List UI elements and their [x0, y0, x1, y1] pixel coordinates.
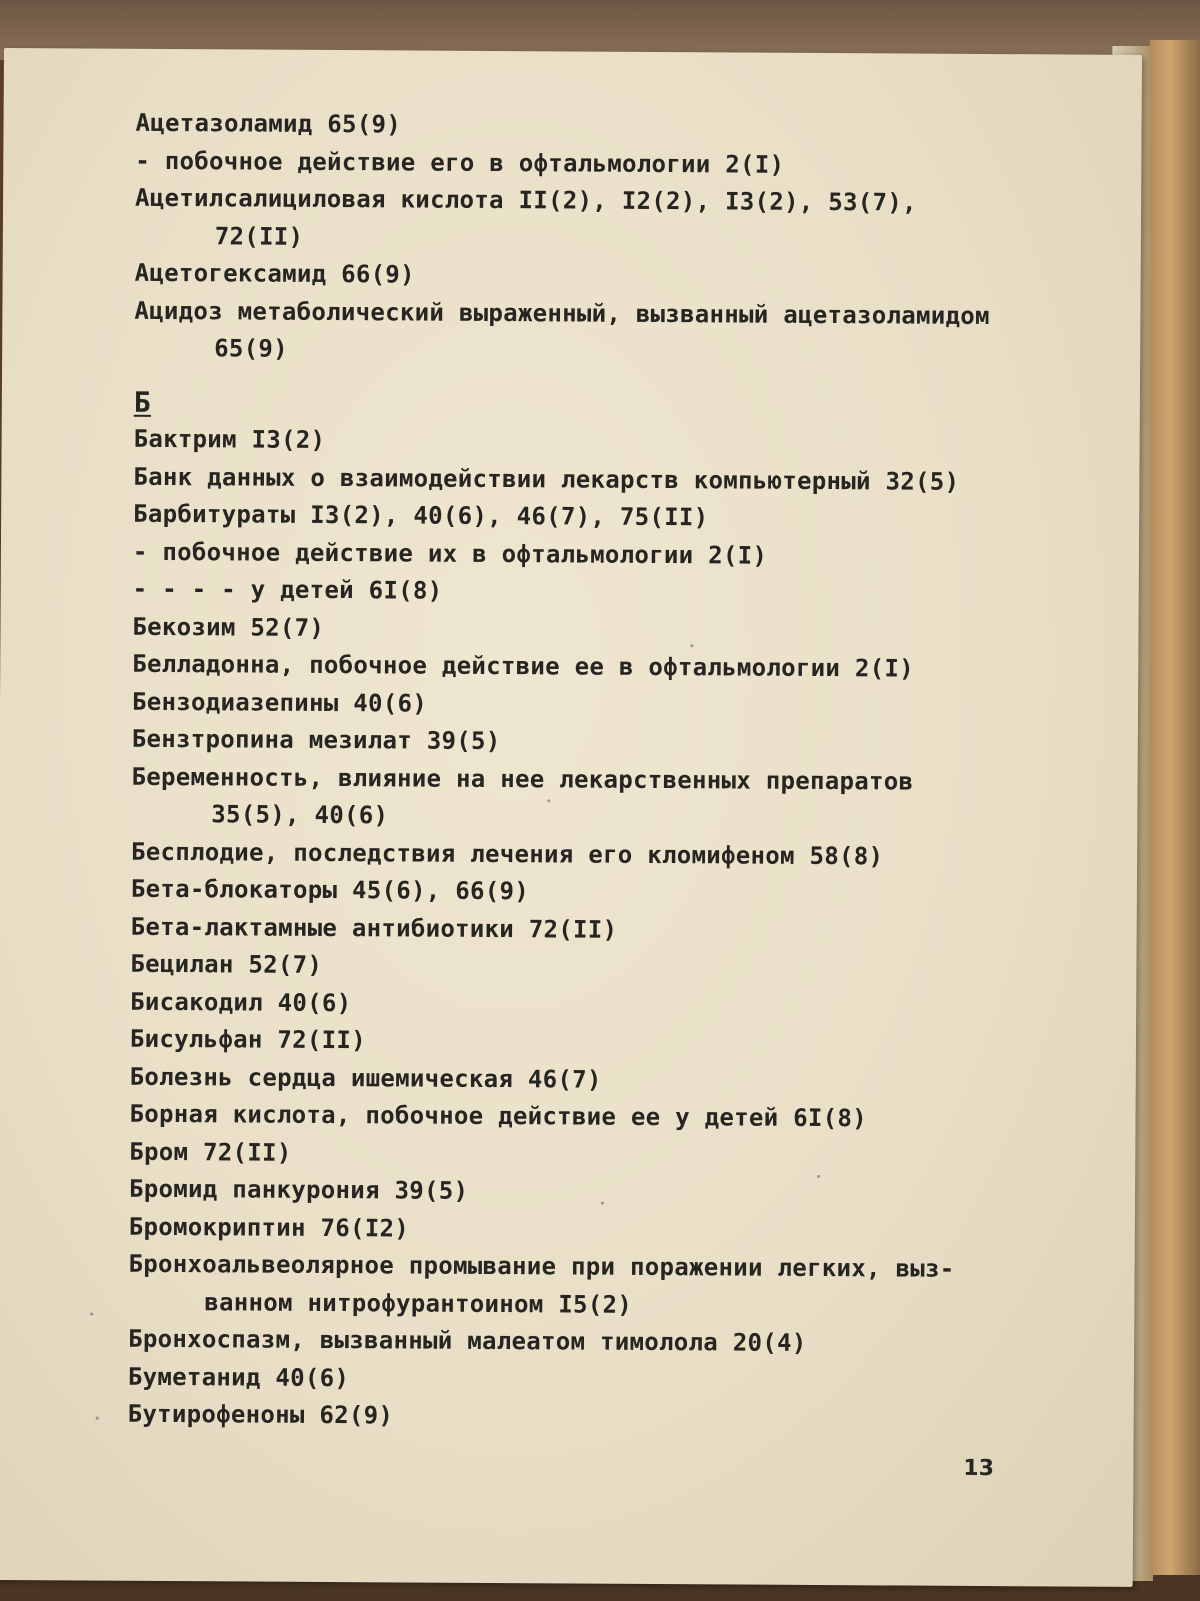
- index-entry-line: Болезнь сердца ишемическая 46(7): [129, 1062, 602, 1094]
- paper-speck: [90, 1313, 93, 1316]
- index-entry: [128, 1246, 1048, 1327]
- index-subentry: [133, 533, 1053, 576]
- paper-speck: [601, 1202, 604, 1205]
- index-entry-line: Бензтропина мезилат 39(5): [131, 724, 501, 756]
- index-entry-continuation: ванном нитрофурантоином I5(2): [204, 1287, 633, 1319]
- index-entry-line: Бутирофеноны 62(9): [127, 1399, 394, 1430]
- index-entry: [129, 1208, 1049, 1251]
- index-entry: [135, 255, 1055, 298]
- index-entry-line: Бета-блокаторы 45(6), 66(9): [130, 874, 530, 906]
- paper-speck: [96, 1417, 99, 1420]
- index-entry-line: Ацетилсалициловая кислота II(2), I2(2), I3(2), 53(7),: [135, 183, 917, 217]
- index-entry-line: Барбитураты I3(2), 40(6), 46(7), 75(II): [133, 499, 709, 532]
- index-entry-line: Беременность, влияние на нее лекарственных препаратов: [131, 762, 914, 796]
- book-page: [0, 48, 1142, 1587]
- index-entry-line: Бисакодил 40(6): [130, 987, 352, 1017]
- index-entry: [128, 1321, 1048, 1364]
- index-entry-line: Буметанид 40(6): [127, 1362, 350, 1392]
- index-entry-line: Бецилан 52(7): [130, 949, 323, 979]
- index-entry: [133, 458, 1053, 501]
- index-subentry: [133, 571, 1053, 614]
- index-entry: [130, 946, 1050, 989]
- index-entry: [131, 871, 1051, 914]
- index-entry-line: Бронхоспазм, вызванный малеатом тимолола 20(4): [128, 1324, 807, 1357]
- index-entry: [133, 496, 1053, 539]
- index-entry: [129, 1171, 1049, 1214]
- index-entry: [132, 683, 1052, 726]
- index-entry: [135, 105, 1055, 148]
- index-entry-line: Ацетогексамид 66(9): [134, 258, 415, 289]
- index-entry: [131, 758, 1051, 839]
- index-entry-line: Бактрим I3(2): [133, 424, 326, 454]
- index-entry-line: Бензодиазепины 40(6): [131, 687, 428, 718]
- index-entry: [128, 1358, 1048, 1401]
- index-entry-line: Банк данных о взаимодействии лекарств компьютерный 32(5): [133, 462, 960, 496]
- index-entry-line: - - - - у детей 6I(8): [132, 574, 443, 605]
- index-entry-line: Бронхоальвеолярное промывание при поражении легких, выз-: [128, 1249, 955, 1283]
- index-entry: [130, 983, 1050, 1026]
- index-entry-line: Борная кислота, побочное действие ее у детей 6I(8): [129, 1099, 868, 1133]
- paper-speck: [690, 644, 693, 647]
- index-entry-line: Белладонна, побочное действие ее в офтальмологии 2(I): [132, 649, 915, 683]
- index-entry: [131, 833, 1051, 876]
- index-entry-line: Ацидоз метаболический выраженный, вызванный ацетазоламидом: [134, 296, 990, 330]
- index-entry: [130, 1058, 1050, 1101]
- section-heading: [134, 383, 1054, 426]
- index-entry-continuation: 35(5), 40(6): [211, 800, 389, 830]
- page-number: 13: [963, 1455, 995, 1482]
- index-entry: [134, 292, 1054, 373]
- index-entry: [135, 180, 1055, 261]
- index-entry: [132, 646, 1052, 689]
- index-entry: [132, 608, 1052, 651]
- book-cover-edge: [1150, 40, 1200, 1601]
- section-letter: Б: [133, 385, 152, 419]
- paper-speck: [817, 1175, 820, 1178]
- index-entry-line: Бесплодие, последствия лечения его кломифеном 58(8): [131, 837, 884, 870]
- index-entry: [131, 908, 1051, 951]
- index-entry: [133, 421, 1053, 464]
- index-entry: [129, 1096, 1049, 1139]
- index-entry-line: Бромид панкурония 39(5): [128, 1174, 469, 1205]
- paper-speck: [547, 799, 550, 802]
- index-entry-line: Бекозим 52(7): [132, 612, 325, 642]
- index-entry-line: Бета-лактамные антибиотики 72(II): [130, 912, 618, 944]
- index-entry-line: - побочное действие их в офтальмологии 2(I): [132, 537, 768, 570]
- index-entry: [132, 721, 1052, 764]
- index-entry-line: Бромокриптин 76(I2): [128, 1212, 410, 1242]
- index-entry-line: Бром 72(II): [129, 1137, 292, 1167]
- index-entry-line: - побочное действие его в офтальмологии 2(I): [135, 146, 785, 179]
- index-entry-continuation: 72(II): [214, 221, 304, 251]
- index-entry-line: Ацетазоламид 65(9): [135, 108, 402, 139]
- index-entry: [128, 1396, 1048, 1439]
- index-list: [128, 105, 1056, 1439]
- index-subentry: [135, 142, 1055, 185]
- index-entry: [129, 1133, 1049, 1176]
- index-entry-line: Бисульфан 72(II): [129, 1024, 367, 1055]
- index-entry: [130, 1021, 1050, 1064]
- index-entry-continuation: 65(9): [214, 334, 289, 363]
